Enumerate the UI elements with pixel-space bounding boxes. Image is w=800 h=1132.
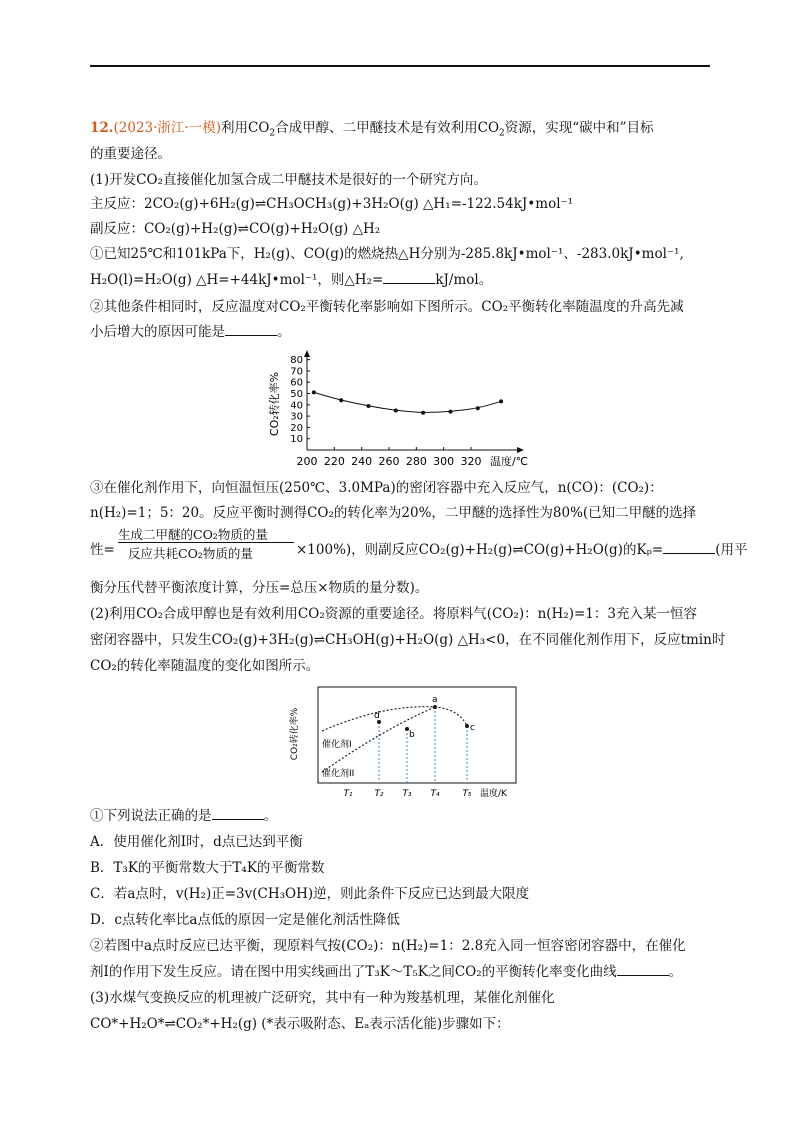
co2-temperature-chart	[262, 348, 552, 474]
question-2-1: ①下列说法正确的是 。	[90, 808, 277, 824]
data-point	[421, 411, 425, 415]
y-tick-label: 80	[290, 355, 303, 367]
point-a	[433, 705, 437, 709]
question-2-2: ②若图中a点时反应已达平衡，现原料气按(CO₂)：n(H₂)=1：2.8充入同一恒容密闭容器中，在催化	[90, 938, 686, 954]
part-2-figure-ref: CO₂的转化率随温度的变化如图所示。	[90, 658, 320, 674]
part-3-intro: (3)水煤气变换反应的机理被广泛研究，其中有一种为羧基机理，某催化剂催化	[90, 990, 555, 1006]
x-tick-label: 300	[433, 455, 455, 468]
sub-question-3-cont: n(H₂)=1；5：20。反应平衡时测得CO₂的转化率为20%，二甲醚的选择性为80%(已知二甲醚的选择	[90, 505, 697, 521]
y-tick-label: 60	[290, 377, 303, 389]
catalyst-conversion-chart	[284, 684, 524, 804]
question-source: (2023·浙江·一模)	[113, 120, 221, 136]
sub-question-3-kp: ×100%)，则副反应CO₂(g)+H₂(g)⇌CO(g)+H₂O(g)的Kₚ= (用平	[296, 542, 748, 558]
y-tick-label: 70	[290, 366, 303, 378]
question-2-2-cont: 剂I的作用下发生反应。请在图中用实线画出了T₃K～T₅K之间CO₂的平衡转化率变化曲线 。	[90, 964, 683, 980]
x-axis-arrow	[517, 447, 524, 453]
x-axis-label: 温度/K	[480, 789, 507, 799]
part-1-intro: (1)开发CO₂直接催化加氢合成二甲醚技术是很好的一个研究方向。	[90, 172, 487, 188]
sub-question-3: ③在催化剂作用下，向恒温恒压(250℃、3.0MPa)的密闭容器中充入反应气，n(CO)：(CO₂)：	[90, 480, 663, 496]
x-tick-label: 240	[351, 455, 373, 468]
x-tick-label: 280	[405, 455, 427, 468]
part-3-reaction: CO*+H₂O*⇌CO₂*+H₂(g) (*表示吸附态、Eₐ表示活化能)步骤如下：	[90, 1016, 510, 1032]
x-ticks	[343, 789, 471, 799]
label-a: a	[432, 695, 438, 705]
x-tick-label: T₂	[374, 789, 384, 799]
legend-catalyst-II: 催化剂II	[322, 769, 355, 779]
data-point	[394, 408, 398, 412]
question-header: 12.(2023·浙江·一模)利用$CO_2$合成甲醇、二甲醚技术是有效利用$CO_2$资源，实现“碳中和”目标	[90, 120, 654, 139]
y-tick-label: 10	[290, 434, 303, 446]
side-reaction: 副反应：CO₂(g)+H₂(g)⇌CO(g)+H₂O(g) △H₂	[90, 221, 381, 237]
option-d: D．c点转化率比a点低的原因一定是催化剂活性降低	[90, 912, 400, 928]
fraction-denominator: 反应共耗CO₂物质的量	[128, 546, 253, 561]
data-point	[449, 410, 453, 414]
x-tick-label: 200	[296, 455, 318, 468]
answer-blank[interactable]	[212, 806, 264, 820]
x-tick-label: T₁	[343, 789, 353, 799]
question-number: 12.	[90, 120, 114, 136]
answer-blank[interactable]	[663, 540, 715, 554]
y-axis-label: CO₂转化率%	[290, 707, 300, 761]
sub-question-2-cont: 小后增大的原因可能是 。	[90, 324, 291, 340]
answer-blank[interactable]	[383, 270, 435, 284]
option-c: C．若a点时，v(H₂)正=3v(CH₃OH)逆，则此条件下反应已达到最大限度	[90, 886, 530, 902]
point-c	[465, 724, 469, 728]
label-c: c	[470, 723, 475, 733]
label-b: b	[409, 730, 415, 740]
sub-question-1: ①已知25℃和101kPa下，H₂(g)、CO(g)的燃烧热△H分别为-285.8kJ•mol⁻¹、-283.0kJ•mol⁻¹,	[90, 246, 684, 262]
x-tick-label: 320	[460, 455, 482, 468]
dashed-guides	[379, 707, 467, 783]
option-a: A．使用催化剂I时，d点已达到平衡	[90, 834, 303, 850]
option-b: B．T₃K的平衡常数大于T₄K的平衡常数	[90, 860, 325, 876]
x-tick-label: 220	[323, 455, 345, 468]
data-point	[499, 399, 503, 403]
sub-question-1-cont: H₂O(l)=H₂O(g) △H=+44kJ•mol⁻¹，则△H₂= kJ/mol。	[90, 272, 493, 288]
sub-question-3-formula: 性=	[90, 542, 115, 558]
x-tick-label: 260	[378, 455, 400, 468]
answer-blank[interactable]	[225, 322, 277, 336]
series-line	[314, 392, 501, 412]
answer-blank[interactable]	[617, 962, 669, 976]
data-point	[339, 398, 343, 402]
x-tick-label: T₄	[430, 789, 440, 799]
y-tick-label: 30	[290, 411, 303, 423]
legend-catalyst-I: 催化剂I	[322, 740, 352, 750]
x-tick-label: T₅	[462, 789, 472, 799]
fraction-bar	[118, 542, 294, 543]
y-tick-label: 40	[290, 400, 303, 412]
data-point	[367, 404, 371, 408]
data-point	[312, 390, 316, 394]
fraction-numerator: 生成二甲醚的CO₂物质的量	[118, 527, 268, 542]
part-2-reaction: 密闭容器中，只发生CO₂(g)+3H₂(g)⇌CH₃OH(g)+H₂O(g) △H₃<0，在不同催化剂作用下，反应tmin时	[90, 632, 726, 648]
data-point	[476, 406, 480, 410]
x-axis-label: 温度/℃	[490, 455, 529, 468]
header-rule	[90, 65, 710, 67]
x-tick-label: T₃	[402, 789, 412, 799]
sub-question-3-note: 衡分压代替平衡浓度计算，分压=总压×物质的量分数)。	[90, 580, 429, 596]
y-axis-arrow	[304, 350, 310, 357]
part-2-intro: (2)利用CO₂合成甲醇也是有效利用CO₂资源的重要途径。将原料气(CO₂)：n(H₂)=1：3充入某一恒容	[90, 606, 697, 622]
question-line: 的重要途径。	[90, 146, 171, 162]
main-reaction: 主反应：2CO₂(g)+6H₂(g)⇌CH₃OCH₃(g)+3H₂O(g) △H₁=-122.54kJ•mol⁻¹	[90, 196, 574, 212]
y-tick-label: 50	[290, 389, 303, 401]
label-d: d	[374, 711, 380, 721]
y-axis-label: CO₂转化率%	[268, 371, 281, 437]
sub-question-2: ②其他条件相同时，反应温度对CO₂平衡转化率影响如下图所示。CO₂平衡转化率随温度的升高先减	[90, 299, 684, 315]
y-tick-label: 20	[290, 422, 303, 434]
